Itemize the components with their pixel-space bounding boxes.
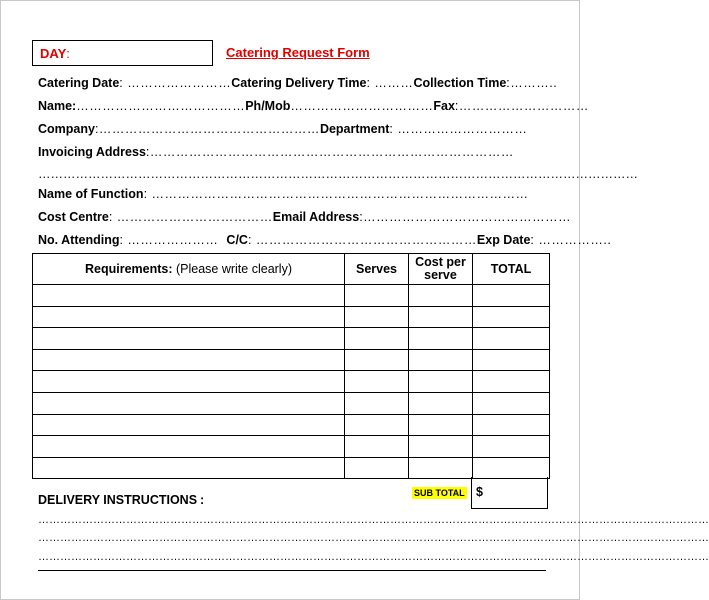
row-contact	[38, 99, 589, 113]
table-header-row	[33, 254, 550, 285]
name-label: Name:	[38, 99, 77, 113]
total-cell[interactable]	[473, 349, 550, 371]
serves-cell[interactable]	[345, 436, 409, 458]
cost-per-serve-cell[interactable]	[409, 306, 473, 328]
catering-date-label: Catering Date	[38, 76, 120, 90]
row-company	[38, 122, 527, 136]
cost-per-serve-cell[interactable]	[409, 436, 473, 458]
serves-cell[interactable]	[345, 392, 409, 414]
requirement-cell[interactable]	[33, 414, 345, 436]
table-row	[33, 414, 550, 436]
name-field[interactable]: …………………………………	[76, 99, 246, 113]
exp-date-label: Exp Date	[476, 233, 531, 247]
table-row	[33, 457, 550, 479]
total-cell[interactable]	[473, 457, 550, 479]
cost-per-serve-header: Cost per serve	[409, 254, 473, 285]
department-field[interactable]: : …………………………	[389, 122, 528, 136]
collection-time-label: Collection Time	[413, 76, 507, 90]
table-row	[33, 436, 550, 458]
total-cell[interactable]	[473, 306, 550, 328]
delivery-time-field[interactable]: : ………	[366, 76, 414, 90]
fax-field[interactable]: :…………………………	[454, 99, 589, 113]
name-of-function-field[interactable]: : ……………………………………………………………………………	[143, 187, 529, 201]
name-of-function-label: Name of Function	[38, 187, 144, 201]
email-address-field[interactable]: :…………………………………………	[359, 210, 572, 224]
requirement-cell[interactable]	[33, 285, 345, 307]
row-function	[38, 187, 529, 201]
total-cell[interactable]	[473, 371, 550, 393]
serves-header: Serves	[345, 254, 409, 285]
company-field[interactable]: :……………………………………………	[94, 122, 320, 136]
invoicing-address-line-2[interactable]: ………………………………………………………………………………………………………………………………	[38, 167, 638, 181]
delivery-line-3[interactable]: …………………………………………………………………………………………………………………………………………………………………	[38, 551, 709, 563]
total-cell[interactable]	[473, 414, 550, 436]
requirements-table	[32, 253, 550, 479]
cost-per-serve-cell[interactable]	[409, 457, 473, 479]
delivery-instructions-title: DELIVERY INSTRUCTIONS :	[38, 493, 205, 507]
cost-centre-label: Cost Centre	[38, 210, 109, 224]
table-row	[33, 285, 550, 307]
exp-date-field[interactable]: : ……………..	[530, 233, 612, 247]
ph-mob-field[interactable]: ……………………………	[290, 99, 434, 113]
no-attending-field[interactable]: : …………………	[119, 233, 219, 247]
form-title: Catering Request Form	[226, 45, 370, 60]
requirement-cell[interactable]	[33, 436, 345, 458]
requirement-cell[interactable]	[33, 392, 345, 414]
table-row	[33, 392, 550, 414]
no-attending-label: No. Attending	[38, 233, 120, 247]
requirement-cell[interactable]	[33, 457, 345, 479]
row-attending	[38, 233, 611, 247]
cost-per-serve-cell[interactable]	[409, 371, 473, 393]
serves-cell[interactable]	[345, 371, 409, 393]
serves-cell[interactable]	[345, 349, 409, 371]
delivery-line-1[interactable]: …………………………………………………………………………………………………………………………………………………………………	[38, 514, 709, 526]
serves-cell[interactable]	[345, 414, 409, 436]
table-row	[33, 349, 550, 371]
serves-cell[interactable]	[345, 306, 409, 328]
cost-per-serve-cell[interactable]	[409, 328, 473, 350]
total-header: TOTAL	[473, 254, 550, 285]
requirement-cell[interactable]	[33, 306, 345, 328]
ph-mob-label: Ph/Mob	[245, 99, 291, 113]
fax-label: Fax	[433, 99, 455, 113]
delivery-time-label: Catering Delivery Time	[231, 76, 367, 90]
total-cell[interactable]	[473, 436, 550, 458]
serves-cell[interactable]	[345, 328, 409, 350]
cost-per-serve-cell[interactable]	[409, 285, 473, 307]
requirements-header: Requirements: (Please write clearly)	[33, 254, 345, 285]
sub-total-label: SUB TOTAL	[414, 488, 465, 498]
total-cell[interactable]	[473, 285, 550, 307]
bottom-rule	[38, 570, 546, 571]
total-cell[interactable]	[473, 392, 550, 414]
currency-symbol: $	[476, 485, 483, 499]
table-row	[33, 371, 550, 393]
cost-per-serve-cell[interactable]	[409, 349, 473, 371]
requirement-cell[interactable]	[33, 349, 345, 371]
row-cost-centre	[38, 210, 571, 224]
cost-per-serve-cell[interactable]	[409, 392, 473, 414]
delivery-line-2[interactable]: …………………………………………………………………………………………………………………………………………………………………	[38, 532, 709, 544]
sub-total-box[interactable]	[471, 477, 548, 509]
invoicing-address-field[interactable]: :…………………………………………………………………………	[145, 145, 514, 159]
catering-date-field[interactable]: : ……………………	[119, 76, 232, 90]
cost-centre-field[interactable]: : ………………………………	[108, 210, 273, 224]
day-label: DAY:	[40, 46, 70, 61]
row-invoicing	[38, 145, 514, 159]
requirement-cell[interactable]	[33, 328, 345, 350]
invoicing-address-label: Invoicing Address	[38, 145, 146, 159]
collection-time-field[interactable]: :………..	[506, 76, 558, 90]
requirement-cell[interactable]	[33, 371, 345, 393]
email-address-label: Email Address	[272, 210, 360, 224]
company-label: Company	[38, 122, 95, 136]
serves-cell[interactable]	[345, 285, 409, 307]
day-field-box[interactable]	[32, 40, 213, 66]
cc-field[interactable]: : ……………………………………………	[247, 233, 477, 247]
department-label: Department	[319, 122, 390, 136]
row-dates	[38, 76, 557, 90]
cc-label: C/C	[226, 233, 248, 247]
serves-cell[interactable]	[345, 457, 409, 479]
table-row	[33, 306, 550, 328]
table-row	[33, 328, 550, 350]
total-cell[interactable]	[473, 328, 550, 350]
cost-per-serve-cell[interactable]	[409, 414, 473, 436]
